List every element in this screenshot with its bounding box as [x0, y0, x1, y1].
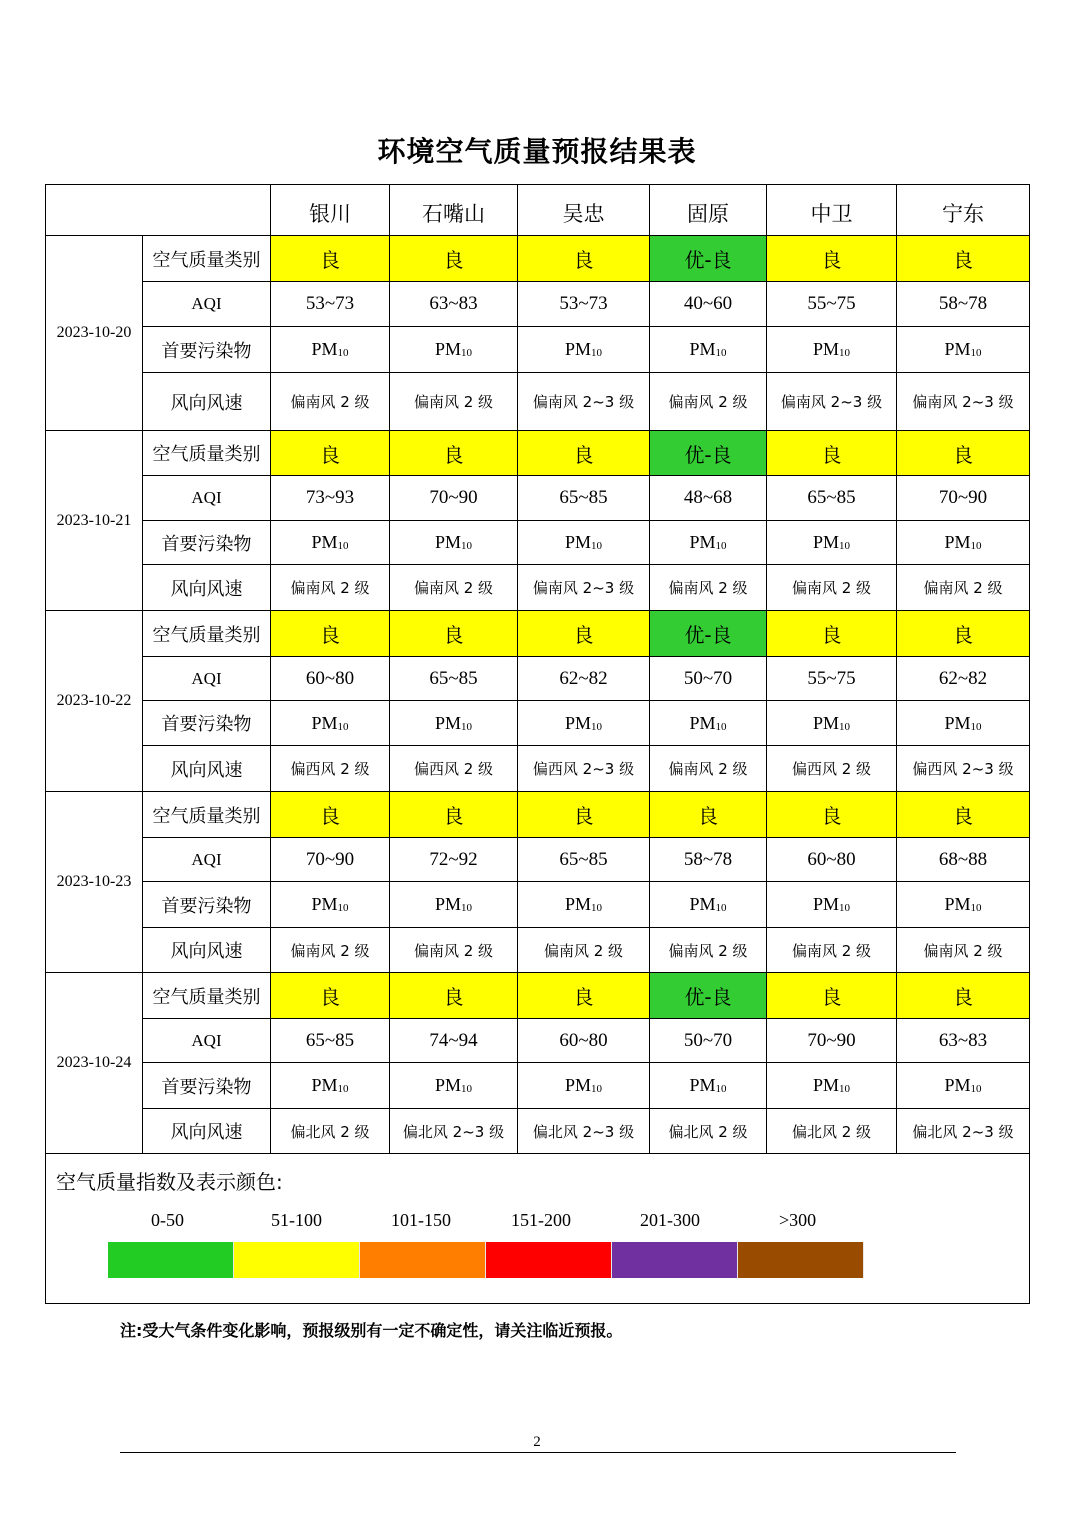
pollutant-subscript: 10 [970, 1083, 982, 1095]
air-quality-category: 良 [897, 236, 1030, 282]
pollutant-subscript: 10 [337, 540, 349, 552]
legend-color-swatch [234, 1242, 360, 1278]
aqi-range: 70~90 [390, 476, 518, 521]
legend-range-label: 51-100 [271, 1210, 322, 1230]
forecast-table [45, 184, 1030, 1304]
pollutant-name: PM [564, 339, 591, 359]
wind-forecast: 偏南风 2 级 [897, 565, 1030, 611]
air-quality-category: 良 [390, 431, 518, 476]
primary-pollutant [271, 701, 390, 746]
row-label-wind: 风向风速 [143, 565, 271, 611]
pollutant-subscript: 10 [839, 347, 850, 359]
forecast-row-category [46, 236, 1030, 282]
forecast-date: 2023-10-20 [46, 236, 143, 431]
city-header-row [46, 185, 1030, 236]
row-label-aqi: AQI [143, 476, 271, 521]
aqi-range: 60~80 [518, 1019, 650, 1063]
primary-pollutant [897, 1063, 1030, 1109]
wind-forecast: 偏南风 2 级 [390, 928, 518, 973]
pollutant-name: PM [944, 339, 971, 359]
wind-forecast: 偏南风 2~3 级 [897, 373, 1030, 431]
aqi-range: 70~90 [897, 476, 1030, 521]
aqi-range: 65~85 [518, 476, 650, 521]
pollutant-name: PM [812, 1075, 839, 1095]
city-header: 银川 [271, 185, 390, 236]
primary-pollutant [271, 882, 390, 928]
pollutant-name: PM [434, 1075, 461, 1095]
row-label-category: 空气质量类别 [143, 611, 271, 657]
footer-rule [120, 1452, 956, 1453]
pollutant-name: PM [812, 894, 839, 914]
forecast-date: 2023-10-21 [46, 431, 143, 611]
air-quality-category: 良 [271, 792, 390, 838]
wind-forecast: 偏南风 2 级 [650, 746, 767, 792]
forecast-date: 2023-10-22 [46, 611, 143, 792]
air-quality-category: 良 [897, 792, 1030, 838]
air-quality-category: 良 [650, 792, 767, 838]
primary-pollutant [897, 701, 1030, 746]
pollutant-subscript: 10 [715, 540, 727, 552]
forecast-row-wind [46, 565, 1030, 611]
page-number: 2 [533, 1434, 541, 1450]
primary-pollutant [271, 521, 390, 565]
pollutant-subscript: 10 [715, 1083, 727, 1095]
primary-pollutant [271, 327, 390, 373]
pollutant-subscript: 10 [715, 347, 727, 359]
aqi-range: 72~92 [390, 838, 518, 882]
pollutant-subscript: 10 [461, 720, 472, 733]
row-label-wind: 风向风速 [143, 1109, 271, 1154]
forecast-row-aqi [46, 657, 1030, 701]
wind-forecast: 偏南风 2~3 级 [767, 373, 897, 431]
air-quality-category: 良 [271, 611, 390, 657]
pollutant-subscript: 10 [591, 1083, 602, 1095]
primary-pollutant [518, 327, 650, 373]
pollutant-name: PM [812, 532, 839, 552]
aqi-range: 50~70 [650, 1019, 767, 1063]
row-label-wind: 风向风速 [143, 373, 271, 431]
primary-pollutant [390, 327, 518, 373]
row-label-pollutant: 首要污染物 [143, 327, 271, 373]
pollutant-subscript: 10 [591, 902, 602, 914]
forecast-row-pollutant [46, 1063, 1030, 1109]
air-quality-category: 良 [271, 236, 390, 282]
wind-forecast: 偏西风 2~3 级 [518, 746, 650, 792]
primary-pollutant [897, 521, 1030, 565]
legend-range-label: 201-300 [640, 1210, 700, 1230]
primary-pollutant [767, 882, 897, 928]
row-label-pollutant: 首要污染物 [143, 701, 271, 746]
forecast-row-category [46, 431, 1030, 476]
row-label-category: 空气质量类别 [143, 431, 271, 476]
wind-forecast: 偏南风 2 级 [650, 565, 767, 611]
pollutant-subscript: 10 [970, 720, 982, 733]
pollutant-name: PM [689, 339, 716, 359]
aqi-range: 53~73 [271, 282, 390, 327]
legend-color-swatch [108, 1242, 234, 1278]
wind-forecast: 偏南风 2~3 级 [518, 373, 650, 431]
forecast-row-aqi [46, 838, 1030, 882]
wind-forecast: 偏南风 2 级 [650, 373, 767, 431]
wind-forecast: 偏西风 2 级 [271, 746, 390, 792]
pollutant-name: PM [944, 532, 971, 552]
primary-pollutant [650, 882, 767, 928]
aqi-range: 65~85 [518, 838, 650, 882]
pollutant-name: PM [311, 712, 338, 733]
pollutant-subscript: 10 [715, 720, 727, 733]
air-quality-category: 良 [271, 431, 390, 476]
pollutant-name: PM [434, 894, 461, 914]
primary-pollutant [390, 882, 518, 928]
wind-forecast: 偏南风 2 级 [767, 565, 897, 611]
aqi-range: 70~90 [767, 1019, 897, 1063]
pollutant-name: PM [564, 894, 591, 914]
primary-pollutant [271, 1063, 390, 1109]
legend-range-labels [46, 1210, 1029, 1234]
pollutant-name: PM [311, 339, 338, 359]
pollutant-subscript: 10 [461, 347, 472, 359]
page-title: 环境空气质量预报结果表 [377, 135, 697, 168]
air-quality-category: 良 [390, 792, 518, 838]
pollutant-name: PM [434, 712, 461, 733]
row-label-pollutant: 首要污染物 [143, 882, 271, 928]
pollutant-subscript: 10 [337, 347, 349, 359]
legend-title: 空气质量指数及表示颜色: [56, 1170, 283, 1194]
aqi-range: 48~68 [650, 476, 767, 521]
primary-pollutant [897, 327, 1030, 373]
forecast-row-pollutant [46, 701, 1030, 746]
row-label-pollutant: 首要污染物 [143, 521, 271, 565]
pollutant-name: PM [564, 1075, 591, 1095]
pollutant-subscript: 10 [591, 540, 602, 552]
forecast-note: 注:受大气条件变化影响，预报级别有一定不确定性，请关注临近预报。 [120, 1321, 623, 1340]
aqi-range: 65~85 [271, 1019, 390, 1063]
aqi-range: 50~70 [650, 657, 767, 701]
pollutant-name: PM [812, 712, 839, 733]
forecast-row-wind [46, 1109, 1030, 1154]
air-quality-category: 良 [767, 236, 897, 282]
aqi-range: 70~90 [271, 838, 390, 882]
primary-pollutant [518, 521, 650, 565]
air-quality-category: 良 [767, 973, 897, 1019]
air-quality-category: 良 [390, 236, 518, 282]
pollutant-name: PM [311, 532, 338, 552]
pollutant-name: PM [689, 532, 716, 552]
legend-row [46, 1154, 1030, 1304]
pollutant-name: PM [689, 1075, 716, 1095]
primary-pollutant [897, 882, 1030, 928]
pollutant-name: PM [944, 1075, 971, 1095]
air-quality-category: 良 [271, 973, 390, 1019]
forecast-row-category [46, 973, 1030, 1019]
air-quality-category: 良 [518, 792, 650, 838]
city-header: 宁东 [897, 185, 1030, 236]
wind-forecast: 偏西风 2 级 [767, 746, 897, 792]
pollutant-name: PM [564, 712, 591, 733]
air-quality-category: 良 [518, 236, 650, 282]
row-label-category: 空气质量类别 [143, 973, 271, 1019]
wind-forecast: 偏南风 2 级 [897, 928, 1030, 973]
wind-forecast: 偏南风 2 级 [518, 928, 650, 973]
aqi-range: 58~78 [897, 282, 1030, 327]
primary-pollutant [390, 521, 518, 565]
row-label-aqi: AQI [143, 1019, 271, 1063]
air-quality-category: 良 [767, 431, 897, 476]
pollutant-subscript: 10 [591, 720, 602, 733]
row-label-aqi: AQI [143, 657, 271, 701]
wind-forecast: 偏南风 2 级 [390, 373, 518, 431]
primary-pollutant [518, 701, 650, 746]
pollutant-subscript: 10 [839, 1083, 850, 1095]
legend-range-label: 0-50 [151, 1210, 184, 1230]
primary-pollutant [518, 882, 650, 928]
legend-color-swatch [486, 1242, 612, 1278]
aqi-range: 74~94 [390, 1019, 518, 1063]
aqi-range: 65~85 [390, 657, 518, 701]
air-quality-category: 良 [518, 611, 650, 657]
pollutant-name: PM [944, 712, 971, 733]
pollutant-subscript: 10 [337, 1083, 349, 1095]
wind-forecast: 偏北风 2 级 [271, 1109, 390, 1154]
aqi-range: 68~88 [897, 838, 1030, 882]
pollutant-name: PM [944, 894, 971, 914]
primary-pollutant [650, 521, 767, 565]
primary-pollutant [767, 701, 897, 746]
primary-pollutant [650, 1063, 767, 1109]
air-quality-category: 良 [518, 973, 650, 1019]
primary-pollutant [767, 327, 897, 373]
wind-forecast: 偏南风 2 级 [271, 928, 390, 973]
row-label-pollutant: 首要污染物 [143, 1063, 271, 1109]
pollutant-subscript: 10 [591, 347, 602, 359]
pollutant-subscript: 10 [337, 720, 349, 733]
wind-forecast: 偏北风 2 级 [767, 1109, 897, 1154]
legend-color-bar [108, 1242, 864, 1278]
row-label-wind: 风向风速 [143, 746, 271, 792]
forecast-date: 2023-10-24 [46, 973, 143, 1154]
aqi-range: 40~60 [650, 282, 767, 327]
row-label-aqi: AQI [143, 282, 271, 327]
pollutant-name: PM [311, 894, 338, 914]
air-quality-category: 优-良 [650, 431, 767, 476]
legend-color-swatch [612, 1242, 738, 1278]
forecast-row-aqi [46, 1019, 1030, 1063]
forecast-row-category [46, 611, 1030, 657]
primary-pollutant [390, 701, 518, 746]
primary-pollutant [650, 327, 767, 373]
wind-forecast: 偏西风 2 级 [390, 746, 518, 792]
aqi-range: 73~93 [271, 476, 390, 521]
forecast-row-pollutant [46, 521, 1030, 565]
wind-forecast: 偏西风 2~3 级 [897, 746, 1030, 792]
wind-forecast: 偏南风 2 级 [390, 565, 518, 611]
pollutant-name: PM [689, 712, 716, 733]
wind-forecast: 偏南风 2~3 级 [518, 565, 650, 611]
primary-pollutant [390, 1063, 518, 1109]
air-quality-category: 良 [897, 973, 1030, 1019]
pollutant-subscript: 10 [337, 902, 349, 914]
air-quality-category: 优-良 [650, 236, 767, 282]
pollutant-name: PM [434, 532, 461, 552]
primary-pollutant [518, 1063, 650, 1109]
air-quality-category: 优-良 [650, 973, 767, 1019]
pollutant-subscript: 10 [715, 902, 727, 914]
pollutant-name: PM [311, 1075, 338, 1095]
row-label-category: 空气质量类别 [143, 236, 271, 282]
air-quality-category: 优-良 [650, 611, 767, 657]
aqi-range: 63~83 [897, 1019, 1030, 1063]
primary-pollutant [767, 521, 897, 565]
air-quality-category: 良 [518, 431, 650, 476]
forecast-row-pollutant [46, 327, 1030, 373]
pollutant-subscript: 10 [839, 720, 850, 733]
forecast-date: 2023-10-23 [46, 792, 143, 973]
aqi-range: 60~80 [271, 657, 390, 701]
city-header: 固原 [650, 185, 767, 236]
pollutant-subscript: 10 [970, 540, 982, 552]
air-quality-category: 良 [767, 792, 897, 838]
aqi-range: 53~73 [518, 282, 650, 327]
pollutant-subscript: 10 [970, 347, 982, 359]
aqi-range: 62~82 [518, 657, 650, 701]
pollutant-name: PM [812, 339, 839, 359]
aqi-range: 60~80 [767, 838, 897, 882]
aqi-range: 55~75 [767, 657, 897, 701]
air-quality-category: 良 [767, 611, 897, 657]
forecast-row-wind [46, 928, 1030, 973]
pollutant-name: PM [564, 532, 591, 552]
pollutant-subscript: 10 [461, 902, 472, 914]
city-header: 石嘴山 [390, 185, 518, 236]
wind-forecast: 偏南风 2 级 [650, 928, 767, 973]
wind-forecast: 偏北风 2~3 级 [390, 1109, 518, 1154]
forecast-row-wind [46, 373, 1030, 431]
aqi-legend [46, 1154, 1030, 1304]
wind-forecast: 偏南风 2 级 [271, 373, 390, 431]
aqi-range: 65~85 [767, 476, 897, 521]
pollutant-name: PM [434, 339, 461, 359]
legend-range-label: >300 [779, 1210, 817, 1230]
wind-forecast: 偏北风 2~3 级 [897, 1109, 1030, 1154]
pollutant-subscript: 10 [461, 1083, 472, 1095]
forecast-row-category [46, 792, 1030, 838]
pollutant-subscript: 10 [461, 540, 472, 552]
row-label-category: 空气质量类别 [143, 792, 271, 838]
city-header: 中卫 [767, 185, 897, 236]
legend-color-swatch [738, 1242, 864, 1278]
pollutant-subscript: 10 [839, 902, 850, 914]
legend-range-label: 101-150 [391, 1210, 451, 1230]
wind-forecast: 偏南风 2 级 [767, 928, 897, 973]
legend-color-swatch [360, 1242, 486, 1278]
air-quality-category: 良 [897, 431, 1030, 476]
pollutant-subscript: 10 [970, 902, 982, 914]
air-quality-category: 良 [390, 973, 518, 1019]
primary-pollutant [767, 1063, 897, 1109]
forecast-row-aqi [46, 476, 1030, 521]
header-corner-cell [46, 185, 271, 236]
air-quality-category: 良 [390, 611, 518, 657]
aqi-range: 58~78 [650, 838, 767, 882]
legend-range-label: 151-200 [511, 1210, 571, 1230]
forecast-row-pollutant [46, 882, 1030, 928]
forecast-row-aqi [46, 282, 1030, 327]
city-header: 吴忠 [518, 185, 650, 236]
primary-pollutant [650, 701, 767, 746]
aqi-range: 63~83 [390, 282, 518, 327]
air-quality-category: 良 [897, 611, 1030, 657]
row-label-aqi: AQI [143, 838, 271, 882]
aqi-range: 55~75 [767, 282, 897, 327]
wind-forecast: 偏南风 2 级 [271, 565, 390, 611]
pollutant-subscript: 10 [839, 540, 850, 552]
wind-forecast: 偏北风 2 级 [650, 1109, 767, 1154]
wind-forecast: 偏北风 2~3 级 [518, 1109, 650, 1154]
pollutant-name: PM [689, 894, 716, 914]
aqi-range: 62~82 [897, 657, 1030, 701]
forecast-row-wind [46, 746, 1030, 792]
row-label-wind: 风向风速 [143, 928, 271, 973]
